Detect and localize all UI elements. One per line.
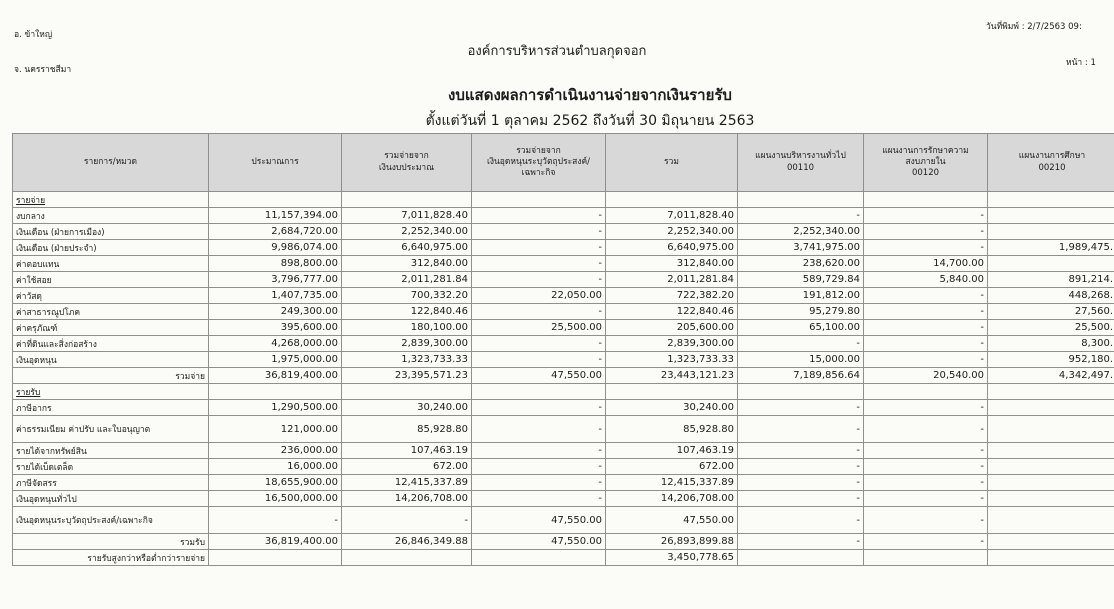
- section-income: รายรับ: [13, 384, 209, 400]
- cell-c6: -: [864, 459, 988, 475]
- col-header-item: รายการ/หมวด: [13, 134, 209, 192]
- cell-c6: -: [864, 336, 988, 352]
- row-label: ค่าครุภัณฑ์: [13, 320, 209, 336]
- print-date: วันที่พิมพ์ : 2/7/2563 09:: [986, 22, 1082, 32]
- cell-c6: -: [864, 475, 988, 491]
- cell-c6: 5,840.00: [864, 272, 988, 288]
- expense-row: [13, 208, 1114, 224]
- cell-c6: -: [864, 288, 988, 304]
- cell-c3: [472, 550, 606, 566]
- expense-total-row: [13, 368, 1114, 384]
- cell-c4: 2,011,281.84: [606, 272, 738, 288]
- cell-c5: 238,620.00: [738, 256, 864, 272]
- cell-c5: -: [738, 336, 864, 352]
- cell-c5: -: [738, 400, 864, 416]
- cell-c2: 30,240.00: [342, 400, 472, 416]
- cell-c5: -: [738, 208, 864, 224]
- header-row: [13, 134, 1114, 192]
- cell-c6: -: [864, 208, 988, 224]
- cell-c4: 6,640,975.00: [606, 240, 738, 256]
- expense-row: [13, 272, 1114, 288]
- cell-c5: -: [738, 459, 864, 475]
- expense-row: [13, 320, 1114, 336]
- cell-c3: 47,550.00: [472, 534, 606, 550]
- cell-c3: -: [472, 304, 606, 320]
- cell-c4: 7,011,828.40: [606, 208, 738, 224]
- cell-c3: -: [472, 416, 606, 443]
- cell-c7: [988, 475, 1114, 491]
- cell-c5: -: [738, 534, 864, 550]
- row-label: ค่าใช้สอย: [13, 272, 209, 288]
- total-label: รายรับสูงกว่าหรือต่ำกว่ารายจ่าย: [13, 550, 209, 566]
- cell-c1: 1,975,000.00: [209, 352, 342, 368]
- income-row: [13, 507, 1114, 534]
- cell-c7: [988, 208, 1114, 224]
- row-label: เงินอุดหนุนทั่วไป: [13, 491, 209, 507]
- row-label: รายได้จากทรัพย์สิน: [13, 443, 209, 459]
- cell-c4: 85,928.80: [606, 416, 738, 443]
- cell-c2: 1,323,733.33: [342, 352, 472, 368]
- cell-c4: 312,840.00: [606, 256, 738, 272]
- cell-c4: 23,443,121.23: [606, 368, 738, 384]
- cell-c2: -: [342, 507, 472, 534]
- cell-c2: 7,011,828.40: [342, 208, 472, 224]
- cell-c5: 7,189,856.64: [738, 368, 864, 384]
- cell-c1: 121,000.00: [209, 416, 342, 443]
- cell-c5: 95,279.80: [738, 304, 864, 320]
- cell-c7: [988, 550, 1114, 566]
- cell-c5: 191,812.00: [738, 288, 864, 304]
- province-label: จ. นครราชสีมา: [14, 65, 72, 75]
- cell-c4: 2,252,340.00: [606, 224, 738, 240]
- cell-c1: 4,268,000.00: [209, 336, 342, 352]
- cell-c5: 3,741,975.00: [738, 240, 864, 256]
- cell-c3: -: [472, 224, 606, 240]
- cell-c3: -: [472, 459, 606, 475]
- cell-c3: -: [472, 240, 606, 256]
- row-label: ค่าที่ดินและสิ่งก่อสร้าง: [13, 336, 209, 352]
- col-header-plan-admin: แผนงานบริหารงานทั่วไป 00110: [738, 134, 864, 192]
- row-label: เงินเดือน (ฝ่ายประจำ): [13, 240, 209, 256]
- income-row: [13, 416, 1114, 443]
- cell-c7: [988, 491, 1114, 507]
- cell-c4: 672.00: [606, 459, 738, 475]
- cell-c1: 1,290,500.00: [209, 400, 342, 416]
- cell-c1: 36,819,400.00: [209, 534, 342, 550]
- expense-row: [13, 288, 1114, 304]
- expense-row: [13, 336, 1114, 352]
- cell-c3: 47,550.00: [472, 368, 606, 384]
- income-row: [13, 491, 1114, 507]
- cell-c4: 122,840.46: [606, 304, 738, 320]
- section-row: [13, 192, 1114, 208]
- cell-c1: 1,407,735.00: [209, 288, 342, 304]
- cell-c5: -: [738, 416, 864, 443]
- row-label: ค่าวัสดุ: [13, 288, 209, 304]
- cell-c6: 14,700.00: [864, 256, 988, 272]
- cell-c5: 65,100.00: [738, 320, 864, 336]
- cell-c2: 107,463.19: [342, 443, 472, 459]
- col-header-budget-spend: รวมจ่ายจาก เงินงบประมาณ: [342, 134, 472, 192]
- cell-c2: 2,011,281.84: [342, 272, 472, 288]
- cell-c1: 9,986,074.00: [209, 240, 342, 256]
- income-total-row: [13, 534, 1114, 550]
- cell-c4: 205,600.00: [606, 320, 738, 336]
- cell-c7: [988, 507, 1114, 534]
- expense-row: [13, 304, 1114, 320]
- cell-c3: -: [472, 443, 606, 459]
- cell-c6: -: [864, 320, 988, 336]
- cell-c2: 180,100.00: [342, 320, 472, 336]
- cell-c4: 1,323,733.33: [606, 352, 738, 368]
- cell-c1: 3,796,777.00: [209, 272, 342, 288]
- cell-c7: 891,214.: [988, 272, 1114, 288]
- col-header-plan-education: แผนงานการศึกษา 00210: [988, 134, 1114, 192]
- cell-c5: -: [738, 475, 864, 491]
- cell-c3: -: [472, 272, 606, 288]
- cell-c3: -: [472, 400, 606, 416]
- cell-c6: -: [864, 224, 988, 240]
- organization-name: องค์การบริหารส่วนตำบลกุดจอก: [467, 44, 647, 59]
- report-title: งบแสดงผลการดำเนินงานจ่ายจากเงินรายรับ: [448, 86, 732, 104]
- expense-row: [13, 256, 1114, 272]
- cell-c7: [988, 224, 1114, 240]
- cell-c1: 16,000.00: [209, 459, 342, 475]
- row-label: ภาษีจัดสรร: [13, 475, 209, 491]
- cell-c6: -: [864, 534, 988, 550]
- cell-c1: -: [209, 507, 342, 534]
- section-row: [13, 384, 1114, 400]
- cell-c7: 8,300.: [988, 336, 1114, 352]
- cell-c2: 2,839,300.00: [342, 336, 472, 352]
- cell-c5: [738, 550, 864, 566]
- row-label: ค่าตอบแทน: [13, 256, 209, 272]
- cell-c6: -: [864, 352, 988, 368]
- cell-c6: -: [864, 443, 988, 459]
- cell-c2: 14,206,708.00: [342, 491, 472, 507]
- cell-c5: -: [738, 491, 864, 507]
- total-label: รวมรับ: [13, 534, 209, 550]
- cell-c7: [988, 443, 1114, 459]
- row-label: ภาษีอากร: [13, 400, 209, 416]
- cell-c2: 12,415,337.89: [342, 475, 472, 491]
- cell-c2: [342, 550, 472, 566]
- col-header-plan-security: แผนงานการรักษาความ สงบภายใน 00120: [864, 134, 988, 192]
- cell-c7: 448,268.: [988, 288, 1114, 304]
- row-label: เงินอุดหนุนระบุวัตถุประสงค์/เฉพาะกิจ: [13, 507, 209, 534]
- cell-c2: 2,252,340.00: [342, 224, 472, 240]
- section-expense: รายจ่าย: [13, 192, 209, 208]
- cell-c1: [209, 550, 342, 566]
- cell-c4: 12,415,337.89: [606, 475, 738, 491]
- row-label: รายได้เบ็ดเตล็ด: [13, 459, 209, 475]
- cell-c2: 23,395,571.23: [342, 368, 472, 384]
- income-row: [13, 475, 1114, 491]
- cell-c7: [988, 534, 1114, 550]
- cell-c7: 25,500.: [988, 320, 1114, 336]
- cell-c5: 2,252,340.00: [738, 224, 864, 240]
- cell-c7: 27,560.: [988, 304, 1114, 320]
- cell-c5: 589,729.84: [738, 272, 864, 288]
- cell-c4: 3,450,778.65: [606, 550, 738, 566]
- report-table: [12, 133, 1114, 566]
- income-row: [13, 400, 1114, 416]
- cell-c2: 26,846,349.88: [342, 534, 472, 550]
- cell-c4: 2,839,300.00: [606, 336, 738, 352]
- cell-c7: [988, 400, 1114, 416]
- cell-c7: [988, 459, 1114, 475]
- cell-c6: -: [864, 507, 988, 534]
- col-header-total: รวม: [606, 134, 738, 192]
- total-label: รวมจ่าย: [13, 368, 209, 384]
- cell-c1: 898,800.00: [209, 256, 342, 272]
- cell-c3: 47,550.00: [472, 507, 606, 534]
- cell-c1: 11,157,394.00: [209, 208, 342, 224]
- expense-row: [13, 240, 1114, 256]
- cell-c1: 36,819,400.00: [209, 368, 342, 384]
- expense-row: [13, 224, 1114, 240]
- row-label: เงินอุดหนุน: [13, 352, 209, 368]
- cell-c3: 25,500.00: [472, 320, 606, 336]
- row-label: ค่าสาธารณูปโภค: [13, 304, 209, 320]
- cell-c1: 16,500,000.00: [209, 491, 342, 507]
- cell-c4: 107,463.19: [606, 443, 738, 459]
- cell-c7: 952,180.: [988, 352, 1114, 368]
- cell-c2: 6,640,975.00: [342, 240, 472, 256]
- cell-c2: 700,332.20: [342, 288, 472, 304]
- cell-c4: 722,382.20: [606, 288, 738, 304]
- cell-c2: 122,840.46: [342, 304, 472, 320]
- cell-c7: 4,342,497.: [988, 368, 1114, 384]
- cell-c5: -: [738, 443, 864, 459]
- cell-c4: 47,550.00: [606, 507, 738, 534]
- cell-c2: 85,928.80: [342, 416, 472, 443]
- cell-c5: -: [738, 507, 864, 534]
- cell-c2: 672.00: [342, 459, 472, 475]
- cell-c2: 312,840.00: [342, 256, 472, 272]
- cell-c3: -: [472, 256, 606, 272]
- cell-c3: -: [472, 208, 606, 224]
- report-subtitle: ตั้งแต่วันที่ 1 ตุลาคม 2562 ถึงวันที่ 30 มิถุนายน 2563: [425, 113, 755, 129]
- cell-c6: -: [864, 304, 988, 320]
- col-header-estimate: ประมาณการ: [209, 134, 342, 192]
- cell-c4: 30,240.00: [606, 400, 738, 416]
- row-label: เงินเดือน (ฝ่ายการเมือง): [13, 224, 209, 240]
- cell-c1: 395,600.00: [209, 320, 342, 336]
- cell-c5: 15,000.00: [738, 352, 864, 368]
- income-row: [13, 443, 1114, 459]
- cell-c7: [988, 416, 1114, 443]
- cell-c6: -: [864, 400, 988, 416]
- cell-c7: 1,989,475.: [988, 240, 1114, 256]
- district-label: อ. ข้าใหญ่: [14, 30, 53, 40]
- row-label: งบกลาง: [13, 208, 209, 224]
- cell-c6: -: [864, 416, 988, 443]
- cell-c6: 20,540.00: [864, 368, 988, 384]
- cell-c1: 2,684,720.00: [209, 224, 342, 240]
- cell-c6: [864, 550, 988, 566]
- cell-c6: -: [864, 491, 988, 507]
- cell-c3: -: [472, 336, 606, 352]
- cell-c3: 22,050.00: [472, 288, 606, 304]
- cell-c1: 236,000.00: [209, 443, 342, 459]
- income-row: [13, 459, 1114, 475]
- cell-c4: 14,206,708.00: [606, 491, 738, 507]
- row-label: ค่าธรรมเนียม ค่าปรับ และใบอนุญาต: [13, 416, 209, 443]
- cell-c6: -: [864, 240, 988, 256]
- cell-c1: 249,300.00: [209, 304, 342, 320]
- balance-row: [13, 550, 1114, 566]
- cell-c3: -: [472, 352, 606, 368]
- page-number: หน้า : 1: [1066, 58, 1096, 68]
- cell-c3: -: [472, 491, 606, 507]
- cell-c3: -: [472, 475, 606, 491]
- cell-c1: 18,655,900.00: [209, 475, 342, 491]
- cell-c4: 26,893,899.88: [606, 534, 738, 550]
- expense-row: [13, 352, 1114, 368]
- cell-c7: [988, 256, 1114, 272]
- col-header-subsidy-spend: รวมจ่ายจาก เงินอุดหนุนระบุวัตถุประสงค์/ เฉพาะกิจ: [472, 134, 606, 192]
